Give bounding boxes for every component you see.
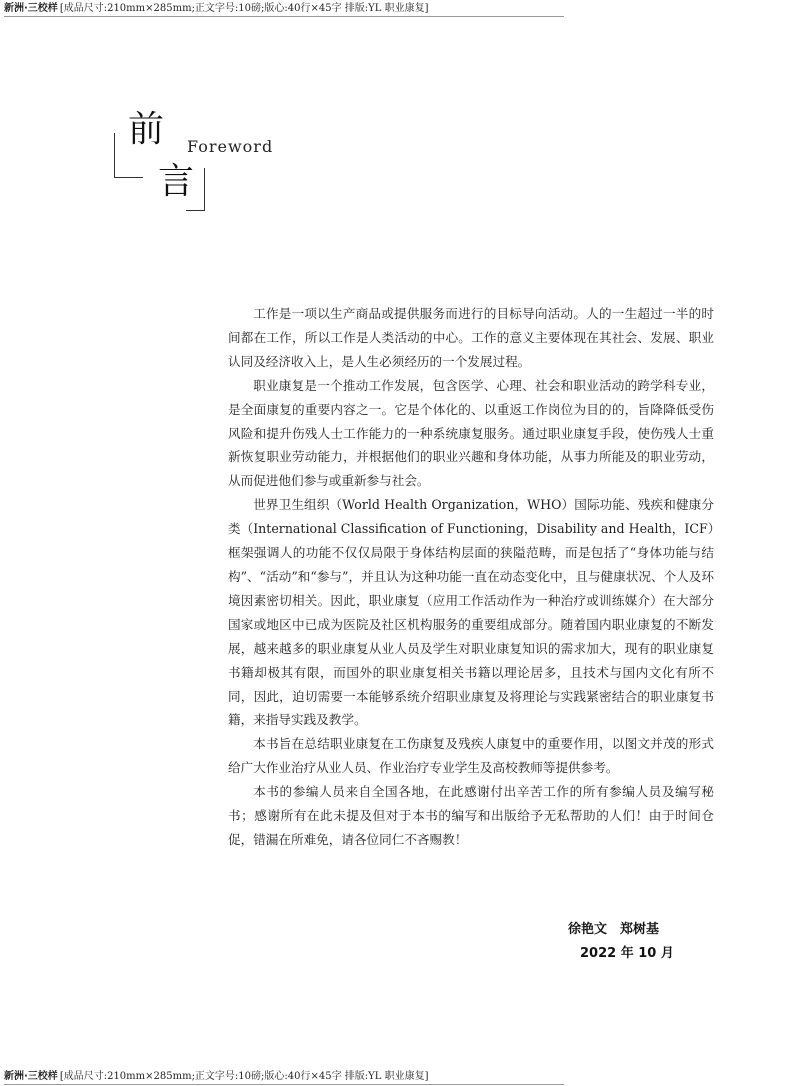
paragraph-5: 本书的参编人员来自全国各地，在此感谢付出辛苦工作的所有参编人员及编写秘书；感谢所有在此未提及但对于本书的编写和出版给予无私帮助的人们！由于时间仓促，错漏在所难免，请各位同仁不吝赐教！ <box>228 784 714 847</box>
slug-text-bottom: [成品尺寸:210mm×285mm;正文字号:10磅;版心:40行×45字 排版:YL 职业康复] <box>59 1071 429 1082</box>
title-char-1: 前 <box>128 109 165 150</box>
footer-slug <box>4 1070 564 1085</box>
slug-bold-bottom: 新洲·三校样 <box>4 1071 58 1082</box>
paragraph-3: 世界卫生组织（World Health Organization，WHO）国际功能、残疾和健康分类（International Classification of Functioning，Disability and Health，ICF）框架强调人的功能不仅仅局限于身体结构层面的狭隘范畴，而是包括了“身体功能与结构”、“活动”和“参与”，并且认为这种功能一直在动态变化中，且与健康状况、个人及环境因素密切相关。因此，职业康复（应用工作活动作为一种治疗或训练媒介）在大部分国家或地区中已成为医院及社区机构服务的重要组成部分。随着国内职业康复的不断发展，越来越多的职业康复从业人员及学生对职业康复知识的需求加大，现有的职业康复书籍却极其有限，而国外的职业康复相关书籍以理论居多，且技术与国内文化有所不同，因此，迫切需要一本能够系统介绍职业康复及将理论与实践紧密结合的职业康复书籍，来指导实践及教学。 <box>228 497 714 728</box>
paragraph-4: 本书旨在总结职业康复在工伤康复及残疾人康复中的重要作用，以图文并茂的形式给广大作业治疗从业人员、作业治疗专业学生及高校教师等提供参考。 <box>228 736 714 776</box>
slug-text: [成品尺寸:210mm×285mm;正文字号:10磅;版心:40行×45字 排版:YL 职业康复] <box>59 3 429 14</box>
title-english: Foreword <box>187 137 274 156</box>
paragraph-1: 工作是一项以生产商品或提供服务而进行的目标导向活动。人的一生超过一半的时间都在工作，所以工作是人类活动的中心。工作的意义主要体现在其社会、发展、职业认同及经济收入上，是人生必须经历的一个发展过程。 <box>228 306 714 369</box>
date: 2022 年 10 月 <box>580 946 674 961</box>
header-slug <box>4 2 564 17</box>
signature-block <box>520 918 700 966</box>
slug-bold: 新洲·三校样 <box>4 3 58 14</box>
foreword-body <box>228 302 714 852</box>
title-char-2: 言 <box>158 161 195 202</box>
authors: 徐艳文 郑树基 <box>568 922 660 937</box>
paragraph-2: 职业康复是一个推动工作发展，包含医学、心理、社会和职业活动的跨学科专业，是全面康复的重要内容之一。它是个体化的、以重返工作岗位为目的的，旨降降低受伤风险和提升伤残人士工作能力的一种系统康复服务。通过职业康复手段，使伤残人士重新恢复职业劳动能力，并根据他们的职业兴趣和身体功能，从事力所能及的职业劳动，从而促进他们参与或重新参与社会。 <box>228 377 714 489</box>
